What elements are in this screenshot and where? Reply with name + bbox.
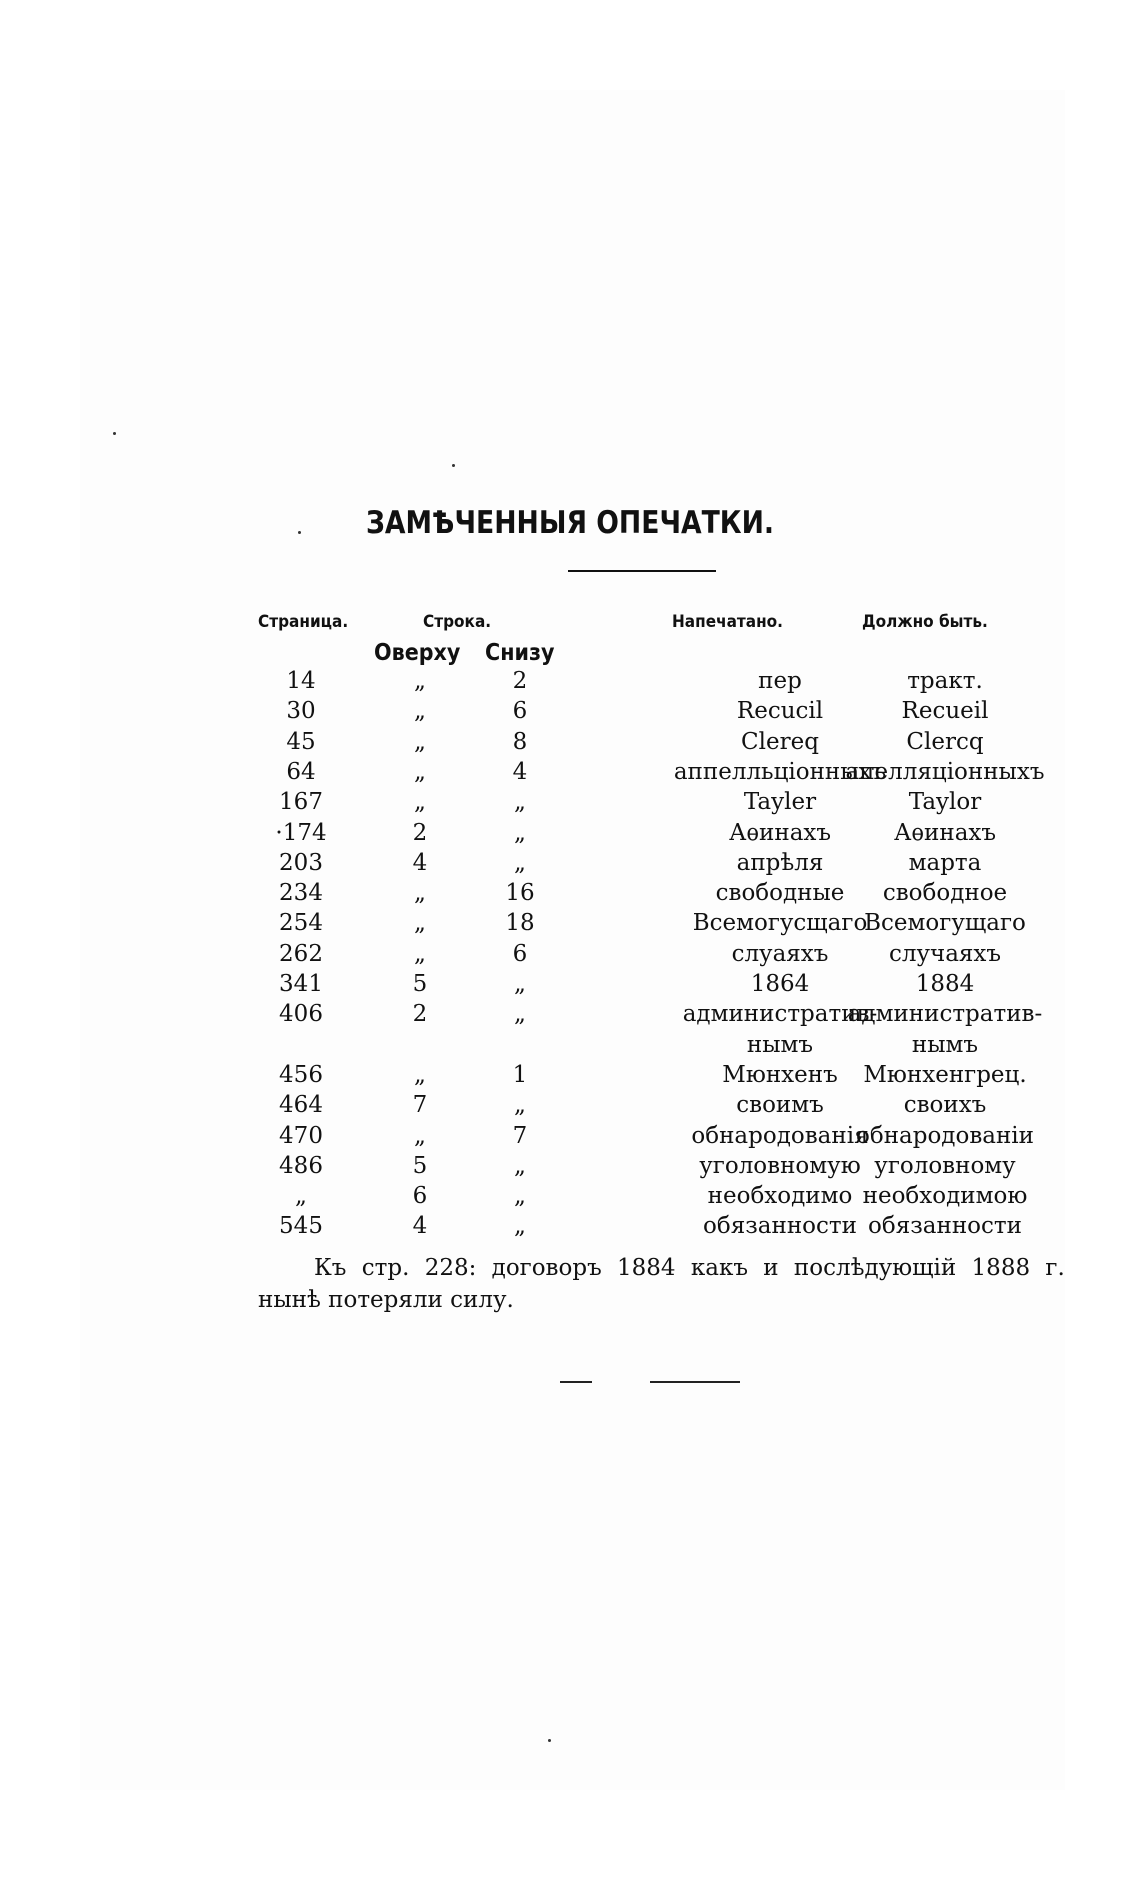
cell-line-bottom: 1 xyxy=(512,1061,528,1088)
table-row xyxy=(0,789,1140,819)
cell-line-top: „ xyxy=(414,698,426,725)
cell-line-top: „ xyxy=(414,789,426,816)
cell-printed: своимъ xyxy=(736,1092,824,1119)
cell-line-top: 5 xyxy=(412,971,428,997)
cell-line-top: „ xyxy=(414,880,426,907)
cell-should-be: необходимою xyxy=(862,1183,1028,1210)
cell-line-bottom: „ xyxy=(514,1001,526,1028)
cell-printed: обязанности xyxy=(703,1213,857,1240)
table-row xyxy=(0,850,1140,880)
cell-printed: Recucil xyxy=(736,698,824,725)
cell-line-top: „ xyxy=(414,910,426,937)
table-row xyxy=(0,1183,1140,1213)
cell-line-bottom: 6 xyxy=(512,698,528,725)
cell-printed: уголовномую xyxy=(699,1152,861,1179)
cell-line-top: 4 xyxy=(412,1213,428,1240)
table-row xyxy=(0,1213,1140,1243)
note-line-1: Къ стр. 228: договоръ 1884 какъ и послѣдующій 1888 г. xyxy=(314,1255,1065,1281)
table-row xyxy=(0,1001,1140,1031)
cell-line-top: „ xyxy=(414,728,426,755)
cell-page: 203 xyxy=(279,849,323,876)
cell-should-be: Taylor xyxy=(908,789,982,816)
cell-printed: Tayler xyxy=(743,789,817,816)
end-divider xyxy=(650,1381,740,1383)
cell-line-bottom: 18 xyxy=(505,910,535,937)
cell-page: 14 xyxy=(286,668,316,694)
cell-printed: нымъ xyxy=(746,1031,814,1058)
cell-should-be: 1884 xyxy=(915,971,975,997)
cell-page: 470 xyxy=(279,1122,323,1149)
cell-should-be: обнародованіи xyxy=(856,1122,1034,1149)
cell-should-be: уголовному xyxy=(874,1152,1016,1179)
cell-line-top: „ xyxy=(414,940,426,967)
table-row xyxy=(0,1092,1140,1122)
cell-page: 341 xyxy=(279,971,323,997)
cell-page: 406 xyxy=(279,1001,323,1028)
title-divider xyxy=(568,570,716,572)
cell-should-be: Аѳинахъ xyxy=(893,819,997,846)
cell-line-bottom: 4 xyxy=(512,758,528,785)
subheader-bottom: Снизу xyxy=(485,640,555,666)
cell-should-be: свободное xyxy=(882,880,1008,907)
cell-printed: слуаяхъ xyxy=(731,940,829,967)
cell-page: 486 xyxy=(279,1152,323,1179)
cell-line-top: 4 xyxy=(412,849,428,876)
cell-line-top: 6 xyxy=(412,1183,428,1210)
cell-printed: пер xyxy=(758,668,802,694)
table-row xyxy=(0,729,1140,759)
cell-should-be: марта xyxy=(908,849,982,876)
cell-printed: Аѳинахъ xyxy=(728,819,832,846)
subheader-top: Оверху xyxy=(374,640,461,666)
cell-should-be: нымъ xyxy=(911,1031,979,1058)
cell-line-bottom: „ xyxy=(514,1152,526,1179)
cell-line-bottom: „ xyxy=(514,789,526,816)
table-row xyxy=(0,668,1140,698)
cell-line-top: 2 xyxy=(412,1001,428,1028)
cell-should-be: Recueil xyxy=(901,698,989,725)
cell-line-bottom: „ xyxy=(514,971,526,997)
cell-page: 167 xyxy=(279,789,323,816)
cell-line-top: 7 xyxy=(412,1092,428,1119)
print-speck xyxy=(548,1739,551,1742)
cell-printed: свободные xyxy=(715,880,845,907)
print-speck xyxy=(452,464,455,467)
cell-should-be: своихъ xyxy=(903,1092,987,1119)
cell-printed: Мюнхенъ xyxy=(722,1061,838,1088)
cell-page: 456 xyxy=(279,1061,323,1088)
header-line: Строка. xyxy=(423,612,492,632)
cell-printed: необходимо xyxy=(707,1183,853,1210)
cell-printed: административ- xyxy=(682,1001,878,1028)
cell-printed: Всемогусщаго xyxy=(692,910,868,937)
cell-should-be: обязанности xyxy=(868,1213,1022,1240)
table-row xyxy=(0,910,1140,940)
cell-line-top: „ xyxy=(414,668,426,694)
cell-line-top: 5 xyxy=(412,1152,428,1179)
table-row xyxy=(0,1123,1140,1153)
table-row xyxy=(0,880,1140,910)
cell-line-bottom: „ xyxy=(514,819,526,846)
cell-line-bottom: „ xyxy=(514,1092,526,1119)
table-row xyxy=(0,1032,1140,1062)
cell-printed: 1864 xyxy=(750,971,810,997)
header-page: Страница. xyxy=(258,612,349,632)
cell-page: 262 xyxy=(279,940,323,967)
print-speck xyxy=(113,432,116,435)
header-printed: Напечатано. xyxy=(672,612,783,632)
cell-page: 254 xyxy=(279,910,323,937)
table-row xyxy=(0,971,1140,1001)
cell-line-top: „ xyxy=(414,1061,426,1088)
cell-should-be: случаяхъ xyxy=(888,940,1002,967)
cell-line-bottom: 6 xyxy=(512,940,528,967)
table-row xyxy=(0,820,1140,850)
cell-line-bottom: 16 xyxy=(505,880,535,907)
cell-line-top: 2 xyxy=(412,819,428,846)
note-line-2: нынѣ потеряли силу. xyxy=(258,1287,514,1313)
header-should-be: Должно быть. xyxy=(862,612,988,632)
cell-should-be: Мюнхенгрец. xyxy=(863,1061,1027,1088)
cell-line-bottom: 7 xyxy=(512,1122,528,1149)
cell-line-bottom: „ xyxy=(514,1183,526,1210)
table-row xyxy=(0,1062,1140,1092)
cell-line-bottom: „ xyxy=(514,1213,526,1240)
cell-page: 45 xyxy=(286,728,316,755)
cell-page: 30 xyxy=(286,698,316,725)
cell-line-bottom: 8 xyxy=(512,728,528,755)
cell-printed: апрѣля xyxy=(736,849,824,876)
cell-should-be: апелляціонныхъ xyxy=(845,758,1045,785)
cell-line-top: „ xyxy=(414,1122,426,1149)
cell-line-bottom: 2 xyxy=(512,668,528,694)
cell-line-top: „ xyxy=(414,758,426,785)
cell-should-be: Всемогущаго xyxy=(864,910,1026,937)
table-row xyxy=(0,941,1140,971)
cell-page: „ xyxy=(295,1183,307,1210)
cell-should-be: Clercq xyxy=(906,728,984,755)
table-row xyxy=(0,1153,1140,1183)
cell-printed: Clereq xyxy=(741,728,819,755)
cell-line-bottom: „ xyxy=(514,849,526,876)
cell-page: 64 xyxy=(286,758,316,785)
cell-page: 545 xyxy=(279,1213,323,1240)
cell-should-be: тракт. xyxy=(907,668,983,694)
end-divider xyxy=(560,1381,592,1383)
page-title: ЗАМѢЧЕННЫЯ ОПЕЧАТКИ. xyxy=(365,505,775,541)
cell-page: ·174 xyxy=(275,819,327,846)
cell-should-be: административ- xyxy=(847,1001,1043,1028)
cell-page: 464 xyxy=(279,1092,323,1119)
cell-page: 234 xyxy=(279,880,323,907)
table-row xyxy=(0,698,1140,728)
cell-printed: аппелльціонныхъ xyxy=(673,758,887,785)
cell-printed: обнародованія xyxy=(691,1122,869,1149)
table-row xyxy=(0,759,1140,789)
